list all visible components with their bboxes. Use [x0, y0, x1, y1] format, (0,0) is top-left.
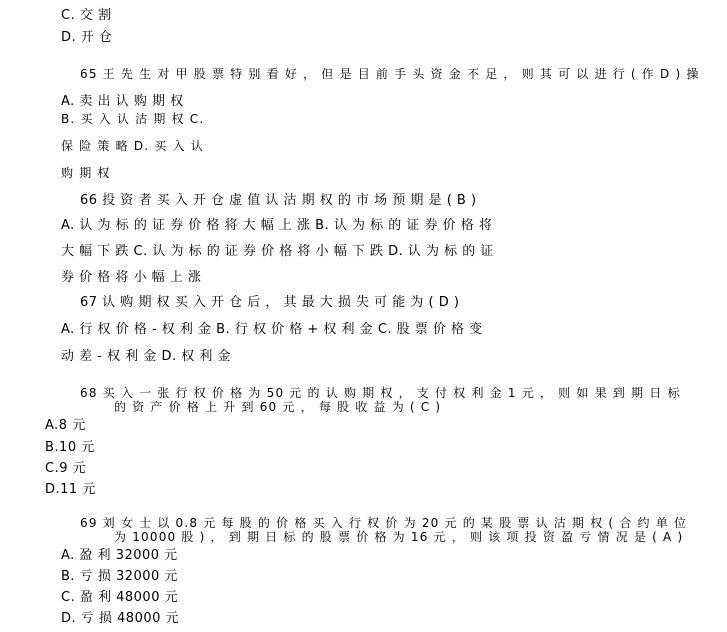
question-69-cont: 为 10000 股 ) ， 到 期 日 标 的 股 票 价 格 为 16 元 ， 则 该 项 投 资 盈 亏 情 况 是 ( A ): [114, 530, 684, 544]
option-line: A.8 元: [45, 418, 86, 433]
option-line: C. 盈 利 48000 元: [61, 590, 179, 605]
question-68: 68 买 入 一 张 行 权 价 格 为 50 元 的 认 购 期 权 ， 支 付 权 利 金 1 元 ， 则 如 果 到 期 日 标: [80, 386, 681, 400]
option-line: D.11 元: [45, 482, 96, 497]
option-line: A. 行 权 价 格 - 权 利 金 B. 行 权 价 格 + 权 利 金 C. 股 票 价 格 变: [61, 322, 483, 337]
question-68-cont: 的 资 产 价 格 上 升 到 60 元 ， 每 股 收 益 为 ( C ): [114, 400, 442, 414]
option-line: 购 期 权: [61, 166, 111, 180]
option-line: A. 卖 出 认 购 期 权: [61, 94, 184, 109]
option-line: B.10 元: [45, 440, 95, 455]
question-67: 67 认 购 期 权 买 入 开 仓 后 ， 其 最 大 损 失 可 能 为 ( D ): [80, 295, 460, 310]
option-line: B. 亏 损 32000 元: [61, 569, 178, 584]
text-line: D. 开 仓: [61, 30, 113, 45]
question-69: 69 刘 女 士 以 0.8 元 每 股 的 价 格 买 入 行 权 价 为 20 元 的 某 股 票 认 沽 期 权 ( 合 约 单 位: [80, 516, 688, 530]
question-65: 65 王 先 生 对 甲 股 票 特 别 看 好 ， 但 是 目 前 手 头 资 金 不 足 ， 则 其 可 以 进 行 ( 作 D ) 操: [80, 67, 700, 81]
option-line: C.9 元: [45, 461, 87, 476]
option-line: B. 买 入 认 沽 期 权 C.: [61, 112, 205, 126]
option-line: A. 盈 利 32000 元: [61, 548, 178, 563]
option-line: 大 幅 下 跌 C. 认 为 标 的 证 券 价 格 将 小 幅 下 跌 D. 认 为 标 的 证: [61, 244, 494, 259]
option-line: D. 亏 损 48000 元: [61, 611, 180, 626]
text-line: C. 交 割: [61, 8, 112, 23]
question-66: 66 投 资 者 买 入 开 仓 虚 值 认 沽 期 权 的 市 场 预 期 是 ( B ): [80, 193, 477, 208]
option-line: 动 差 - 权 利 金 D. 权 利 金: [61, 349, 232, 364]
option-line: 保 险 策 略 D. 买 入 认: [61, 139, 204, 153]
option-line: 券 价 格 将 小 幅 上 涨: [61, 270, 202, 285]
option-line: A. 认 为 标 的 证 券 价 格 将 大 幅 上 涨 B. 认 为 标 的 证 券 价 格 将: [61, 218, 493, 233]
